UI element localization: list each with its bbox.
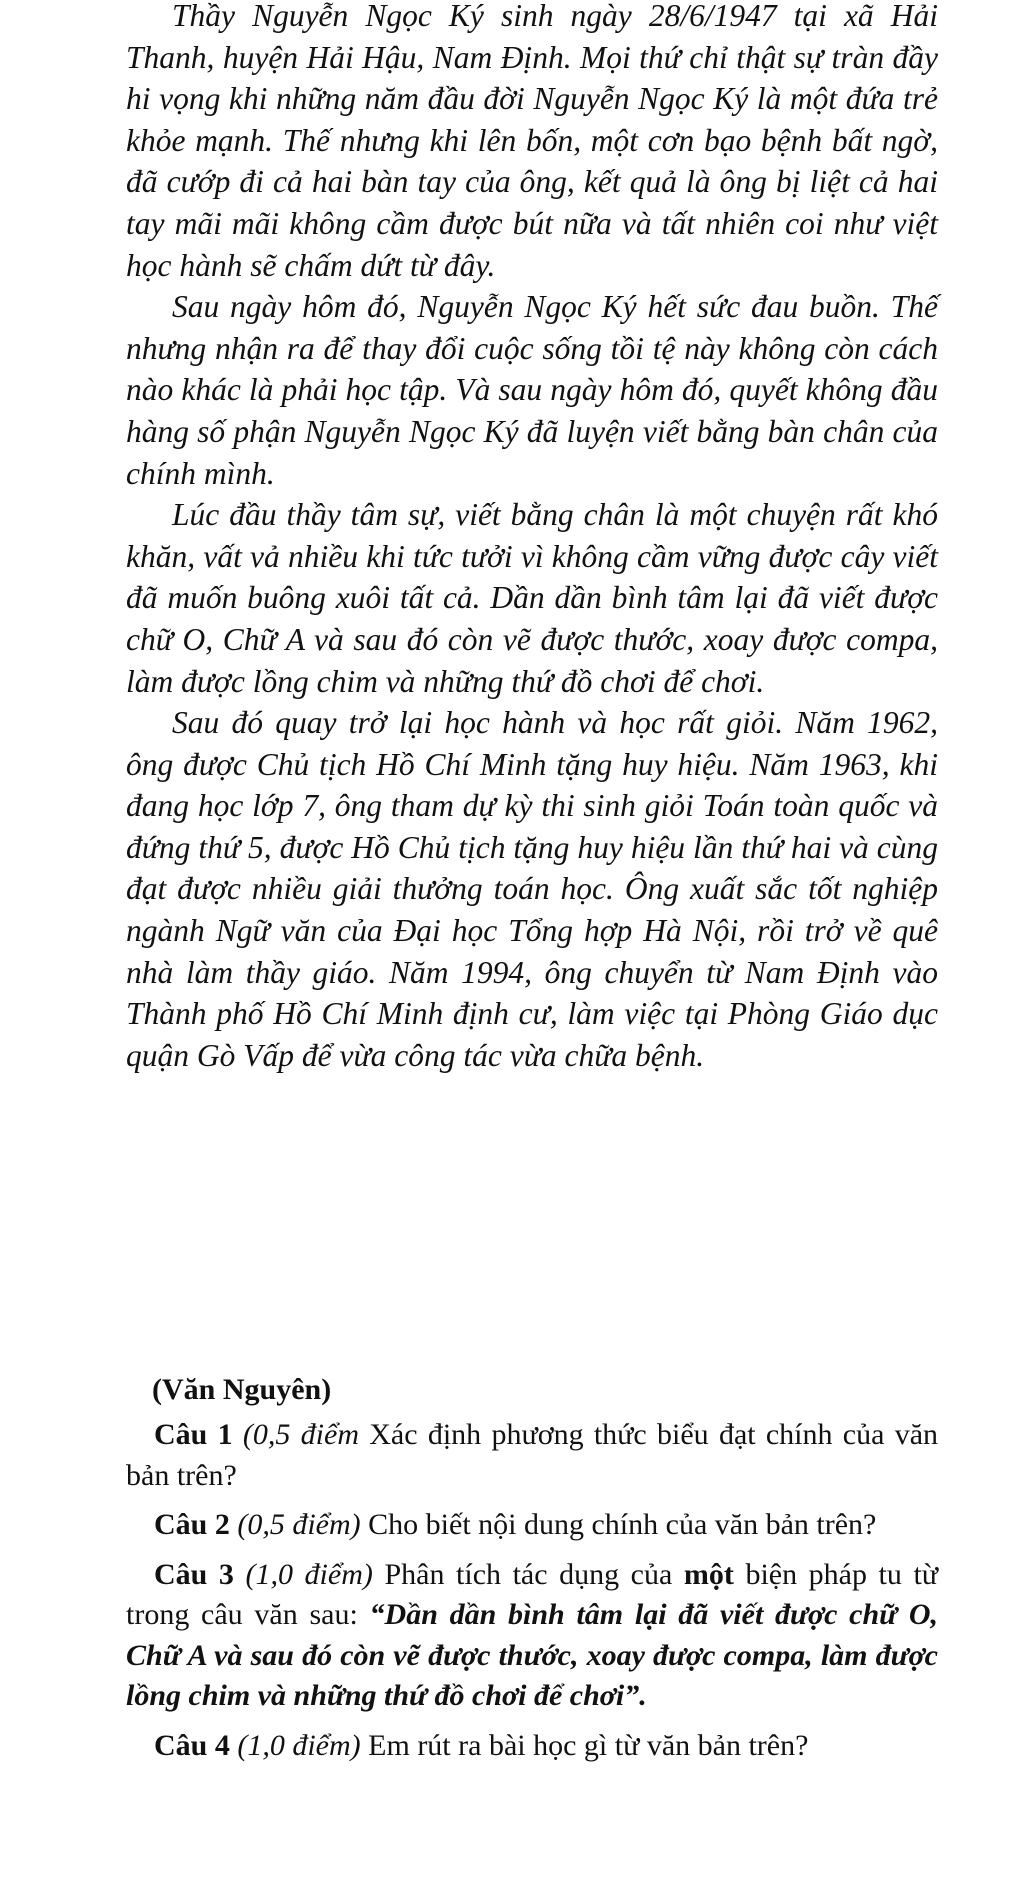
story-author: (Văn Nguyên) (152, 1373, 332, 1406)
question-list (126, 1415, 938, 1775)
question-3-text-before: Phân tích tác dụng của (384, 1557, 673, 1591)
question-3-emphasis: một (683, 1557, 734, 1591)
question-4-label: Câu 4 (154, 1728, 230, 1762)
question-2-points: (0,5 điểm) (237, 1508, 361, 1541)
question-2 (126, 1505, 938, 1546)
question-2-label: Câu 2 (154, 1508, 230, 1541)
question-3-label: Câu 3 (154, 1557, 234, 1591)
question-1-points: (0,5 điểm (242, 1418, 359, 1451)
document-page (126, 0, 939, 1762)
question-3-quote: “Dần dần bình tâm lại đã viết được chữ O, Chữ A và sau đó còn vẽ được thước, xoay được compa, làm được lồng chim và những thứ đồ chơi để chơi”. (126, 1598, 939, 1712)
story-text (126, 0, 938, 1076)
question-1-label: Câu 1 (154, 1418, 233, 1451)
story-paragraph-4: Sau đó quay trở lại học hành và học rất giỏi. Năm 1962, ông được Chủ tịch Hồ Chí Minh tặng huy hiệu. Năm 1963, khi đang học lớp 7, ông tham dự kỳ thi sinh giỏi Toán toàn quốc và đứng thứ 5, được Hồ Chủ tịch tặng huy hiệu lần thứ hai và cùng đạt được nhiều giải thưởng toán học. Ông xuất sắc tốt nghiệp ngành Ngữ văn của Đại học Tổng hợp Hà Nội, rồi trở về quê nhà làm thầy giáo. Năm 1994, ông chuyển từ Nam Định vào Thành phố Hồ Chí Minh định cư, làm việc tại Phòng Giáo dục quận Gò Vấp để vừa công tác vừa chữa bệnh. (126, 705, 938, 1073)
story-paragraph-1: Thầy Nguyễn Ngọc Ký sinh ngày 28/6/1947 tại xã Hải Thanh, huyện Hải Hậu, Nam Định. Mọi thứ chỉ thật sự tràn đầy hi vọng khi những năm đầu đời Nguyễn Ngọc Ký là một đứa trẻ khỏe mạnh. Thế nhưng khi lên bốn, một cơn bạo bệnh bất ngờ, đã cướp đi cả hai bàn tay của ông, kết quả là ông bị liệt cả hai tay mãi mãi không cầm được bút nữa và tất nhiên coi như việt học hành sẽ chấm dứt từ đây. (126, 0, 938, 283)
question-4-text: Em rút ra bài học gì từ văn bản trên? (368, 1728, 809, 1762)
story-paragraph-3: Lúc đầu thầy tâm sự, viết bằng chân là một chuyện rất khó khăn, vất vả nhiều khi tức tưởi vì không cầm vững được cây viết đã muốn buông xuôi tất cả. Dần dần bình tâm lại đã viết được chữ O, Chữ A và sau đó còn vẽ được thước, xoay được compa, làm được lồng chim và những thứ đồ chơi để chơi. (126, 497, 938, 699)
question-2-text: Cho biết nội dung chính của văn bản trên? (368, 1508, 877, 1541)
question-4 (126, 1726, 938, 1767)
question-1-text: Xác định phương thức biểu đạt chính của văn bản trên? (126, 1418, 939, 1492)
question-3-text-after: biện pháp tu từ trong câu văn sau: (126, 1557, 939, 1631)
question-1 (126, 1415, 938, 1496)
story-paragraph-2: Sau ngày hôm đó, Nguyễn Ngọc Ký hết sức đau buồn. Thế nhưng nhận ra để thay đổi cuộc sống tồi tệ này không còn cách nào khác là phải học tập. Và sau ngày hôm đó, quyết không đầu hàng số phận Nguyễn Ngọc Ký đã luyện viết bằng bàn chân của chính mình. (126, 289, 938, 491)
question-3 (126, 1555, 938, 1717)
question-4-points: (1,0 điểm) (237, 1728, 361, 1762)
question-3-points: (1,0 điểm) (245, 1557, 373, 1591)
